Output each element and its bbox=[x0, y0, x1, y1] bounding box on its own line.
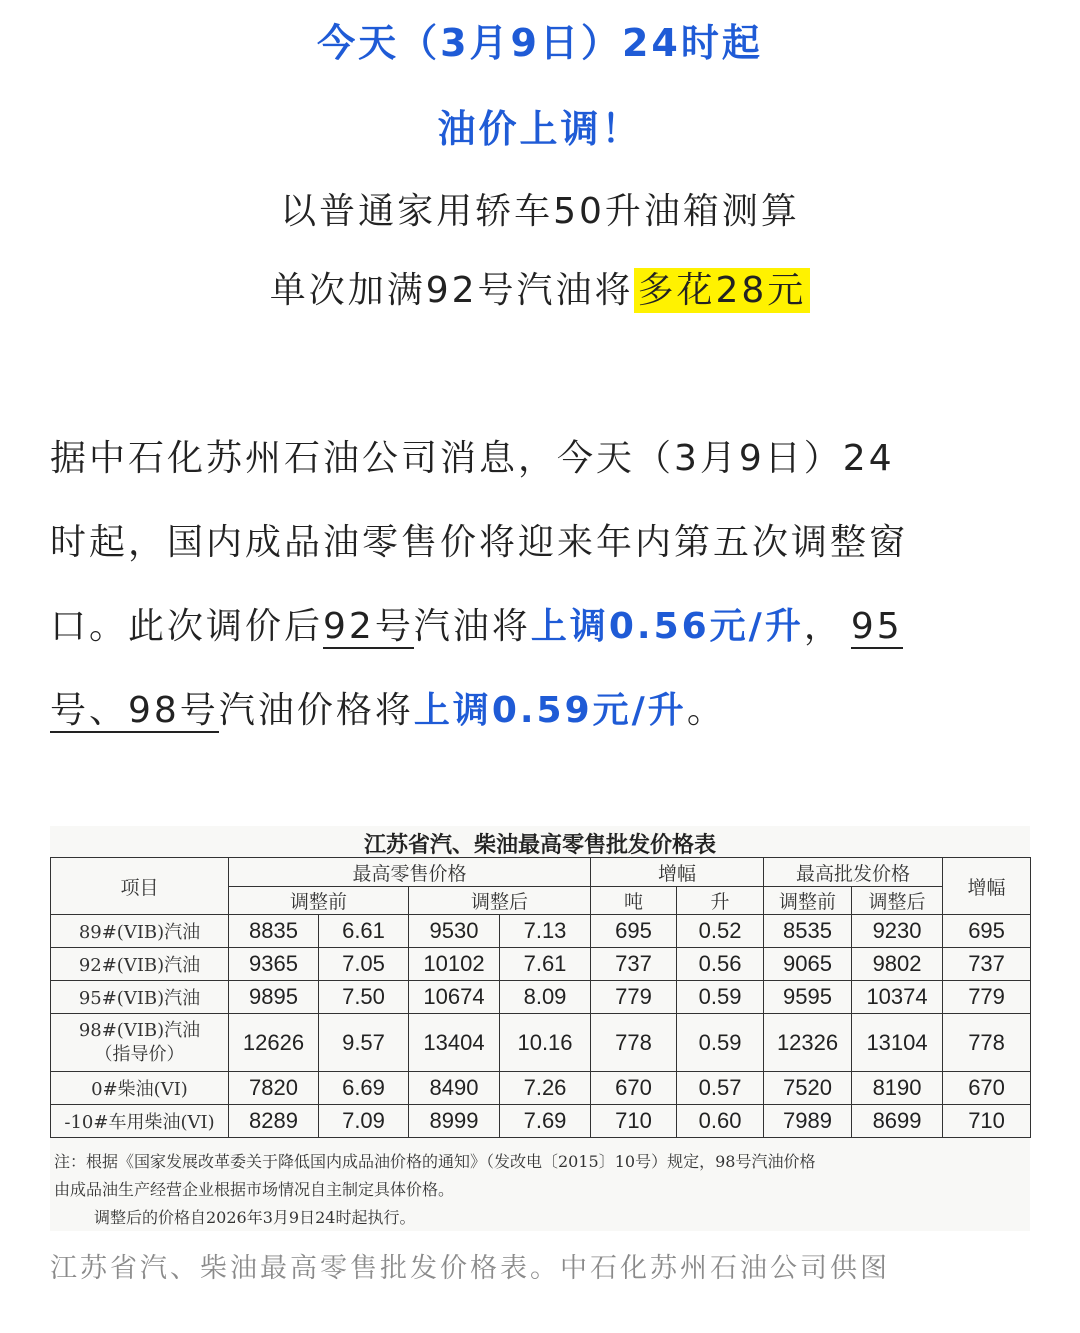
cell-name: 95#(VIB)汽油 bbox=[51, 981, 229, 1014]
cell: 0.59 bbox=[677, 1014, 764, 1072]
cell: 8289 bbox=[229, 1105, 319, 1138]
price-table bbox=[50, 857, 1031, 1138]
table-row bbox=[51, 981, 1031, 1014]
cell-name: 0#柴油(VI) bbox=[51, 1072, 229, 1105]
paragraph-line-2: 时起，国内成品油零售价将迎来年内第五次调整窗 bbox=[50, 522, 909, 563]
header-after: 调整后 bbox=[409, 887, 591, 915]
cell: 7520 bbox=[764, 1072, 852, 1105]
header-liter: 升 bbox=[677, 887, 764, 915]
headline-line2: 油价上调！ bbox=[437, 107, 643, 151]
cell: 737 bbox=[591, 948, 677, 981]
cell-name: 92#(VIB)汽油 bbox=[51, 948, 229, 981]
header-item: 项目 bbox=[51, 858, 229, 915]
table-row bbox=[51, 915, 1031, 948]
cell: 9230 bbox=[852, 915, 943, 948]
cell: 0.57 bbox=[677, 1072, 764, 1105]
cell: 0.56 bbox=[677, 948, 764, 981]
cell: 710 bbox=[591, 1105, 677, 1138]
text-segment: 汽油价格将 bbox=[218, 690, 414, 731]
cell: 7.50 bbox=[319, 981, 409, 1014]
cell: 778 bbox=[943, 1014, 1031, 1072]
table-row bbox=[51, 1105, 1031, 1138]
cell: 0.60 bbox=[677, 1105, 764, 1138]
cell: 7989 bbox=[764, 1105, 852, 1138]
subhead-line2 bbox=[0, 262, 1080, 313]
subhead-line1: 以普通家用轿车50升油箱测算 bbox=[280, 191, 800, 232]
cell: 7.09 bbox=[319, 1105, 409, 1138]
cell: 9895 bbox=[229, 981, 319, 1014]
subhead-text: 单次加满92号汽油将 bbox=[269, 270, 634, 311]
text-segment: 。 bbox=[686, 690, 726, 731]
cell: 779 bbox=[943, 981, 1031, 1014]
cell: 10102 bbox=[409, 948, 500, 981]
table-row bbox=[51, 1014, 1031, 1072]
cell: 8699 bbox=[852, 1105, 943, 1138]
text-segment: 口。此次调价后 bbox=[50, 606, 324, 647]
cell: 7.26 bbox=[500, 1072, 591, 1105]
cell: 695 bbox=[943, 915, 1031, 948]
image-caption: 江苏省汽、柴油最高零售批发价格表。中石化苏州石油公司供图 bbox=[50, 1253, 890, 1284]
paragraph-line-4 bbox=[50, 682, 726, 733]
cell: 0.52 bbox=[677, 915, 764, 948]
cell: 0.59 bbox=[677, 981, 764, 1014]
news-paragraph bbox=[50, 430, 1040, 740]
cell: 10674 bbox=[409, 981, 500, 1014]
cell-name bbox=[51, 1014, 229, 1072]
cell-name-sub: （指导价） bbox=[94, 1043, 185, 1065]
cell: 8835 bbox=[229, 915, 319, 948]
cell: 7820 bbox=[229, 1072, 319, 1105]
cell: 8.09 bbox=[500, 981, 591, 1014]
cell: 737 bbox=[943, 948, 1031, 981]
cell: 670 bbox=[591, 1072, 677, 1105]
paragraph-line-1: 据中石化苏州石油公司消息，今天（3月9日）24 bbox=[50, 438, 895, 479]
cell: 10374 bbox=[852, 981, 943, 1014]
cell: 695 bbox=[591, 915, 677, 948]
cell: 13404 bbox=[409, 1014, 500, 1072]
text-segment: 汽油将 bbox=[413, 606, 531, 647]
cell: 8490 bbox=[409, 1072, 500, 1105]
cell: 12326 bbox=[764, 1014, 852, 1072]
cell: 9530 bbox=[409, 915, 500, 948]
table-row bbox=[51, 1072, 1031, 1105]
table-note-3: 调整后的价格自2026年3月9日24时起执行。 bbox=[94, 1208, 416, 1227]
cell: 8999 bbox=[409, 1105, 500, 1138]
cell: 6.61 bbox=[319, 915, 409, 948]
cell: 8535 bbox=[764, 915, 852, 948]
header-increase: 增幅 bbox=[591, 858, 764, 887]
cell: 12626 bbox=[229, 1014, 319, 1072]
header-w-before: 调整前 bbox=[764, 887, 852, 915]
cell: 710 bbox=[943, 1105, 1031, 1138]
header-increase2: 增幅 bbox=[943, 858, 1031, 915]
cell: 778 bbox=[591, 1014, 677, 1072]
headline-line1: 今天（3月9日）24时起 bbox=[317, 21, 763, 65]
cell: 670 bbox=[943, 1072, 1031, 1105]
underline-95-98: 号、98号 bbox=[50, 690, 219, 731]
cell-name: 89#(VIB)汽油 bbox=[51, 915, 229, 948]
cell: 7.69 bbox=[500, 1105, 591, 1138]
cell: 7.13 bbox=[500, 915, 591, 948]
highlight-cost: 多花28元 bbox=[634, 268, 811, 313]
cell: 10.16 bbox=[500, 1014, 591, 1072]
price-table-image bbox=[50, 826, 1030, 1231]
cell: 6.69 bbox=[319, 1072, 409, 1105]
header-before: 调整前 bbox=[229, 887, 409, 915]
paragraph-line-3 bbox=[50, 598, 903, 649]
cell: 9595 bbox=[764, 981, 852, 1014]
increase-95-98: 上调0.59元/升 bbox=[413, 690, 687, 731]
cell: 9365 bbox=[229, 948, 319, 981]
table-row bbox=[51, 948, 1031, 981]
header-ton: 吨 bbox=[591, 887, 677, 915]
underline-92: 92号 bbox=[323, 606, 414, 647]
table-note-2: 由成品油生产经营企业根据市场情况自主制定具体价格。 bbox=[54, 1180, 455, 1199]
cell-name-main: 98#(VIB)汽油 bbox=[78, 1019, 201, 1041]
cell: 7.05 bbox=[319, 948, 409, 981]
header-wholesale: 最高批发价格 bbox=[764, 858, 943, 887]
text-segment: ， bbox=[803, 606, 843, 647]
cell: 9065 bbox=[764, 948, 852, 981]
cell: 9.57 bbox=[319, 1014, 409, 1072]
cell: 13104 bbox=[852, 1014, 943, 1072]
header-retail: 最高零售价格 bbox=[229, 858, 591, 887]
cell-name: -10#车用柴油(VI) bbox=[51, 1105, 229, 1138]
cell: 779 bbox=[591, 981, 677, 1014]
table-note-1: 注：根据《国家发展改革委关于降低国内成品油价格的通知》（发改电〔2015〕10号）规定，98号汽油价格 bbox=[54, 1152, 816, 1171]
header-w-after: 调整后 bbox=[852, 887, 943, 915]
cell: 8190 bbox=[852, 1072, 943, 1105]
cell: 9802 bbox=[852, 948, 943, 981]
increase-92: 上调0.56元/升 bbox=[530, 606, 804, 647]
underline-95: 95 bbox=[850, 606, 903, 647]
table-title: 江苏省汽、柴油最高零售批发价格表 bbox=[363, 832, 716, 858]
cell: 7.61 bbox=[500, 948, 591, 981]
